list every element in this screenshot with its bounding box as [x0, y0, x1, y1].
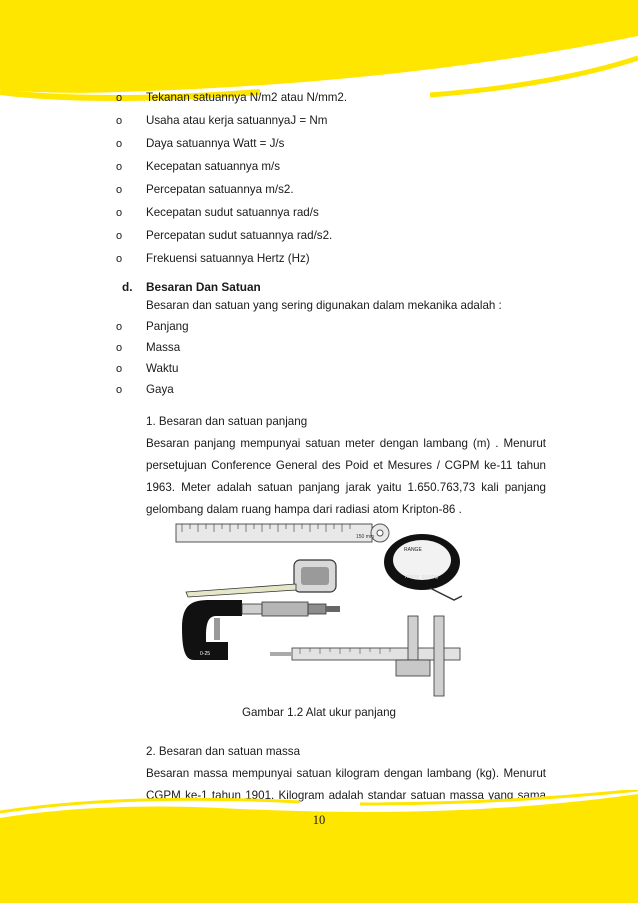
svg-text:mistar gulung: mistar gulung: [405, 574, 439, 580]
list-item: o Tekanan satuannya N/m2 atau N/mm2.: [116, 91, 348, 104]
vernier-caliper-image: [270, 616, 460, 696]
list-item: o Gaya: [116, 383, 174, 396]
list-item: o Usaha atau kerja satuannyaJ = Nm: [116, 114, 328, 127]
page-number: 10: [312, 813, 326, 827]
paragraph-line: CGPM ke-1 tahun 1901. Kilogram adalah standar satuan massa yang sama: [146, 789, 546, 802]
paragraph-line: gelombang dalam ruang hampa dari radiasi atom Kripton-86 .: [146, 503, 462, 516]
steel-ruler-image: [176, 524, 389, 542]
list-item: o Panjang: [116, 320, 189, 333]
list-item: o Daya satuannya Watt = J/s: [116, 137, 285, 150]
section-intro: Besaran dan satuan yang sering digunakan dalam mekanika adalah :: [146, 299, 502, 312]
paragraph-line: persetujuan Conference General des Poid et Mesures / CGPM ke-11 tahun: [146, 459, 546, 472]
figure-caption: Gambar 1.2 Alat ukur panjang: [241, 706, 397, 719]
measuring-reel-image: [384, 534, 462, 600]
list-item: o Kecepatan sudut satuannya rad/s: [116, 206, 319, 219]
list-item: o Percepatan sudut satuannya rad/s2.: [116, 229, 333, 242]
measuring-tools-illustration: [170, 520, 470, 700]
list-item: o Frekuensi satuannya Hertz (Hz): [116, 252, 310, 265]
paragraph-line: 1963. Meter adalah satuan panjang jarak yaitu 1.650.763,73 kali panjang: [146, 481, 546, 494]
subsection-heading: 2. Besaran dan satuan massa: [146, 745, 301, 758]
list-item: o Percepatan satuannya m/s2.: [116, 183, 294, 196]
section-marker: d.: [122, 280, 133, 294]
svg-text:150 mm: 150 mm: [356, 534, 375, 540]
list-item: o Kecepatan satuannya m/s: [116, 160, 281, 173]
list-item: o Waktu: [116, 362, 179, 375]
paragraph-line: Besaran massa mempunyai satuan kilogram dengan lambang (kg). Menurut: [146, 767, 546, 780]
svg-text:RANGE: RANGE: [404, 547, 422, 553]
list-item: o Massa: [116, 341, 181, 354]
tape-measure-image: [186, 560, 336, 597]
measuring-tools-figure: [170, 520, 470, 700]
footer-decoration: [0, 790, 638, 903]
section-title: Besaran Dan Satuan: [146, 280, 261, 294]
subsection-heading: 1. Besaran dan satuan panjang: [146, 415, 308, 428]
paragraph-line: Besaran panjang mempunyai satuan meter dengan lambang (m) . Menurut: [146, 437, 546, 450]
svg-text:0-25: 0-25: [200, 651, 211, 657]
